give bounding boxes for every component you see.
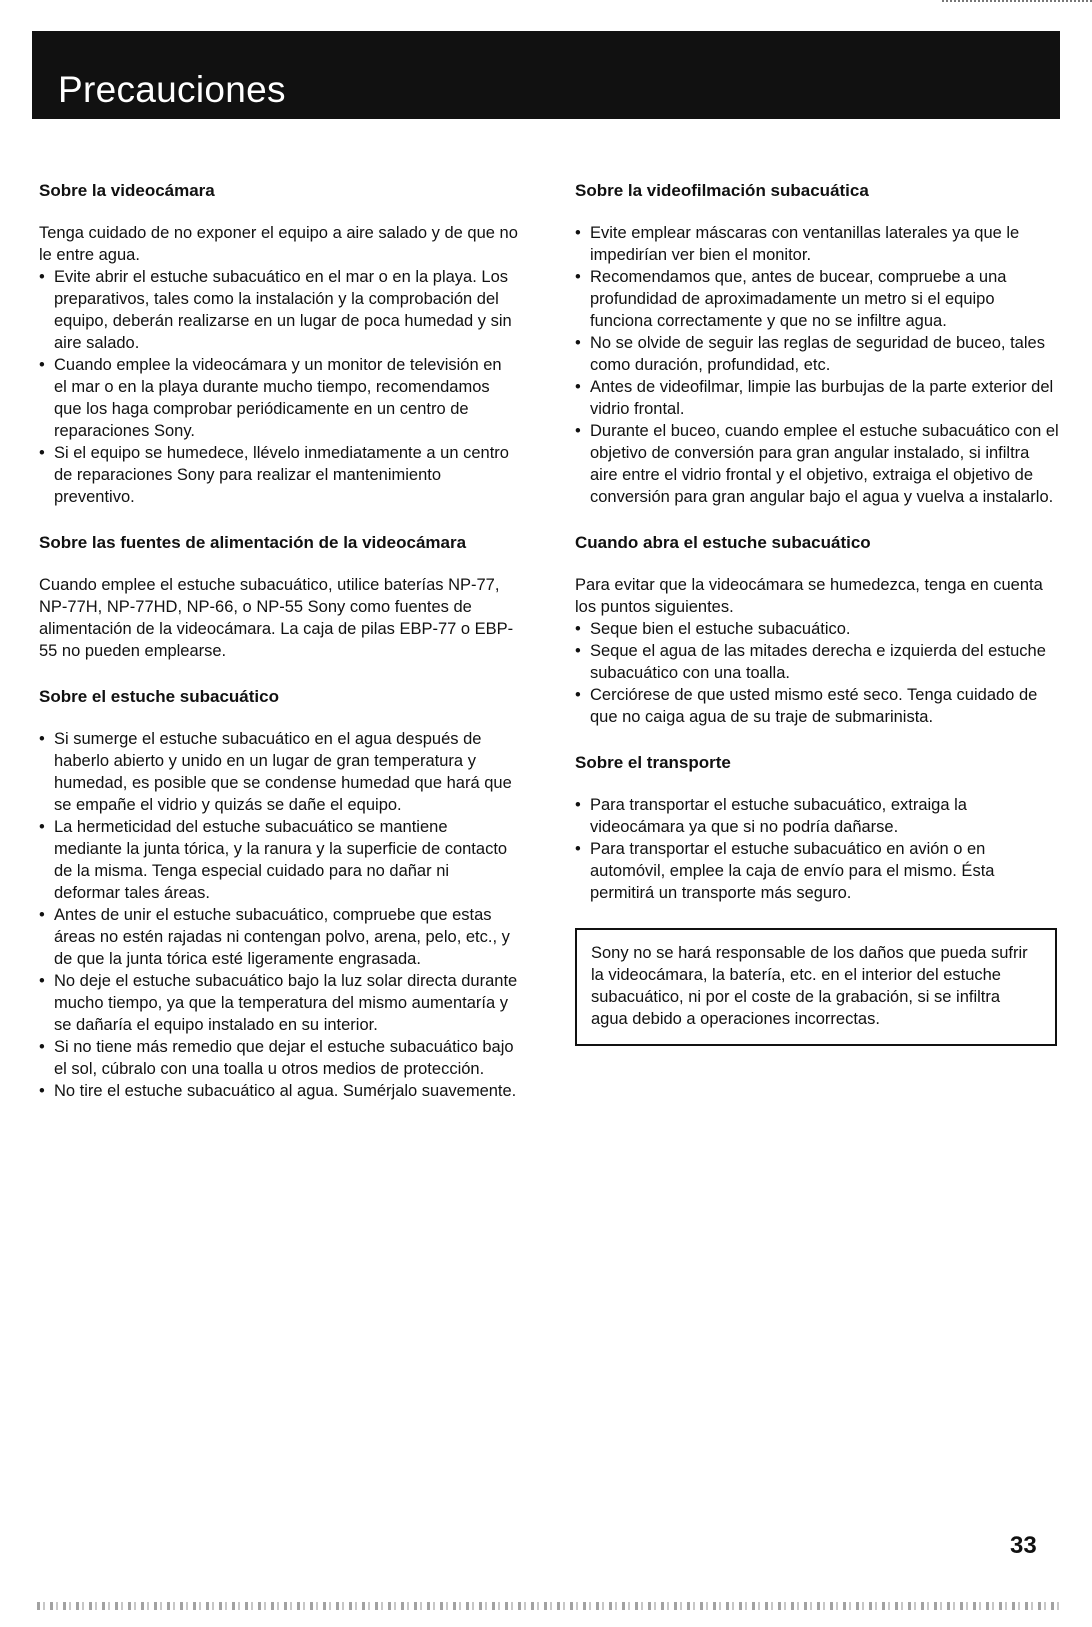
bullet-list (575, 794, 1060, 904)
list-item: • Si no tiene más remedio que dejar el estuche subacuático bajo el sol, cúbralo con una toalla u otros medios de protección. (39, 1036, 519, 1080)
list-item: • Evite abrir el estuche subacuático en el mar o en la playa. Los preparativos, tales como la instalación y la comprobación del equipo, deberán realizarse en un lugar de poca humedad y sin aire salado. (39, 266, 519, 354)
section-text: Cuando emplee el estuche subacuático, utilice baterías NP-77, NP-77H, NP-77HD, NP-66, o NP-55 Sony como fuentes de alimentación de la videocámara. La caja de pilas EBP-77 o EBP-55 no pueden emplearse. (39, 576, 514, 660)
list-item: • Para transportar el estuche subacuático en avión o en automóvil, emplee la caja de envío para el mismo. Ésta permitirá un transporte más seguro. (575, 838, 1060, 904)
section-videofilmacion (575, 180, 1060, 508)
scan-mark (942, 0, 1092, 7)
section-abrir (575, 532, 1060, 728)
list-item: • Para transportar el estuche subacuático, extraiga la videocámara ya que si no podría dañarse. (575, 794, 1060, 838)
section-videocamara (39, 180, 519, 508)
list-item: • Recomendamos que, antes de bucear, compruebe a una profundidad de aproximadamente un metro si el equipo funciona correctamente y que no se infiltre agua. (575, 266, 1060, 332)
list-item: • La hermeticidad del estuche subacuático se mantiene mediante la junta tórica, y la ranura y la superficie de contacto de la misma. Tenga especial cuidado para no dañar ni deformar tales áreas. (39, 816, 519, 904)
scan-noise-strip (37, 1602, 1062, 1610)
bullet-list (39, 728, 519, 1102)
bullet-list (575, 618, 1060, 728)
list-item: • No tire el estuche subacuático al agua. Sumérjalo suavemente. (39, 1080, 519, 1102)
left-column (39, 180, 519, 1126)
list-item: • Antes de unir el estuche subacuático, compruebe que estas áreas no estén rajadas ni contengan polvo, arena, pelo, etc., y de que la junta tórica esté ligeramente engrasada. (39, 904, 519, 970)
section-heading: Sobre la videocámara (39, 181, 215, 200)
notice-text: Sony no se hará responsable de los daños que pueda sufrir la videocámara, la batería, etc. en el interior del estuche subacuático, ni por el coste de la grabación, si se infiltra agua debido a operaciones incorrectas. (591, 944, 1028, 1028)
list-item: • Cerciórese de que usted mismo esté seco. Tenga cuidado de que no caiga agua de su traje de submarinista. (575, 684, 1060, 728)
section-transporte (575, 752, 1060, 904)
list-item: • No deje el estuche subacuático bajo la luz solar directa durante mucho tiempo, ya que la temperatura del mismo aumentaría y se dañaría el equipo instalado en su interior. (39, 970, 519, 1036)
list-item: • Evite emplear máscaras con ventanillas laterales ya que le impedirían ver bien el monitor. (575, 222, 1060, 266)
list-item: • No se olvide de seguir las reglas de seguridad de buceo, tales como duración, profundidad, etc. (575, 332, 1060, 376)
title-banner (32, 31, 1060, 119)
page-number: 33 (1010, 1532, 1037, 1559)
list-item: • Si sumerge el estuche subacuático en el agua después de haberlo abierto y unido en un lugar de gran temperatura y humedad, es posible que se condense humedad que hará que se empañe el vidrio y quizás se dañe el equipo. (39, 728, 519, 816)
section-heading: Sobre las fuentes de alimentación de la videocámara (39, 533, 467, 552)
list-item: • Seque bien el estuche subacuático. (575, 618, 1060, 640)
page-title: Precauciones (58, 69, 286, 110)
list-item: • Si el equipo se humedece, llévelo inmediatamente a un centro de reparaciones Sony para realizar el mantenimiento preventivo. (39, 442, 519, 508)
section-estuche (39, 686, 519, 1102)
list-item: • Seque el agua de las mitades derecha e izquierda del estuche subacuático con una toalla. (575, 640, 1060, 684)
section-intro: Tenga cuidado de no exponer el equipo a aire salado y de que no le entre agua. (39, 224, 518, 264)
list-item: • Cuando emplee la videocámara y un monitor de televisión en el mar o en la playa durante mucho tiempo, recomendamos que los haga comprobar periódicamente en un centro de reparaciones Sony. (39, 354, 519, 442)
section-heading: Cuando abra el estuche subacuático (575, 533, 871, 552)
section-heading: Sobre el estuche subacuático (39, 687, 279, 706)
right-column (575, 180, 1060, 1046)
section-fuentes (39, 532, 519, 662)
section-heading: Sobre la videofilmación subacuática (575, 181, 869, 200)
section-heading: Sobre el transporte (575, 753, 731, 772)
list-item: • Antes de videofilmar, limpie las burbujas de la parte exterior del vidrio frontal. (575, 376, 1060, 420)
bullet-list (575, 222, 1060, 508)
list-item: • Durante el buceo, cuando emplee el estuche subacuático con el objetivo de conversión para gran angular instalado, si infiltra aire entre el vidrio frontal y el objetivo, extraiga el objetivo de conversión para gran angular bajo el agua y vuelva a instalarlo. (575, 420, 1060, 508)
liability-notice-box (575, 928, 1057, 1046)
section-intro: Para evitar que la videocámara se humedezca, tenga en cuenta los puntos siguientes. (575, 576, 1043, 616)
bullet-list (39, 266, 519, 508)
